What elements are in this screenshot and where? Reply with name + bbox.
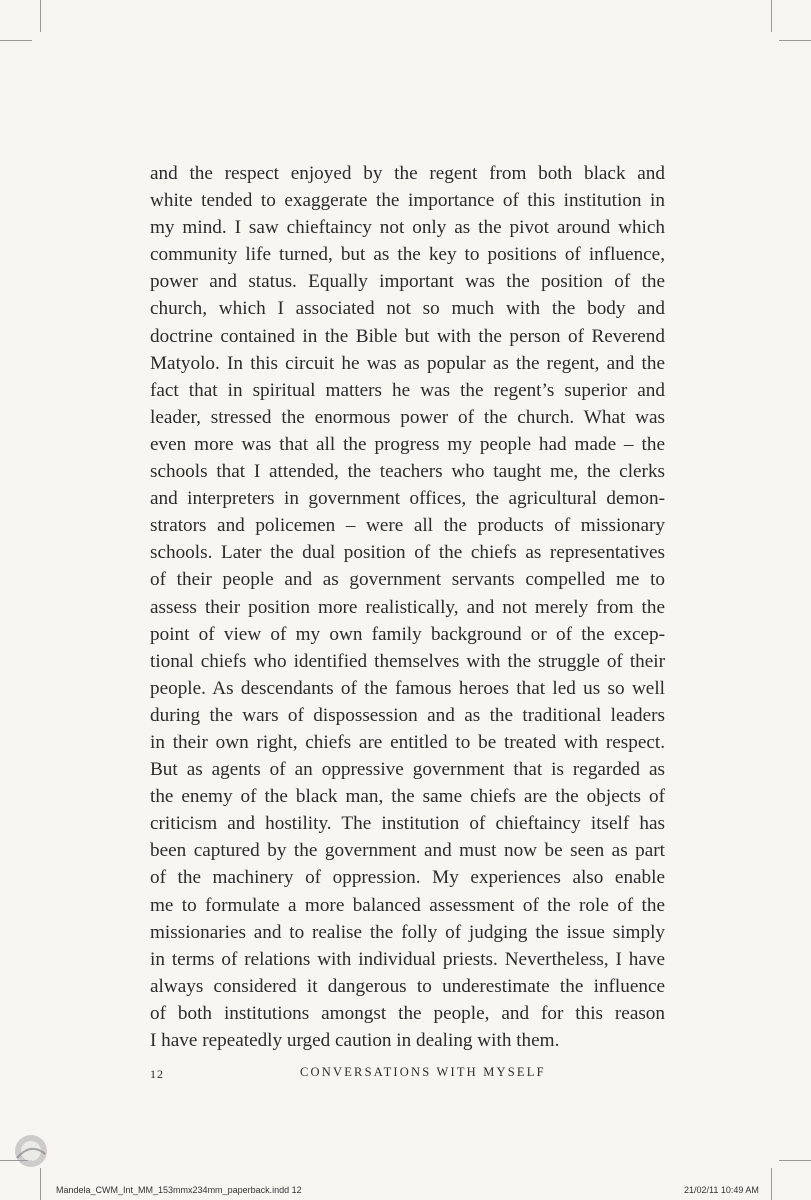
- text-line: and interpreters in government offices, the agricultural demon-: [150, 488, 665, 510]
- slug-datetime: 21/02/11 10:49 AM: [684, 1185, 759, 1195]
- text-line: criticism and hostility. The institution of chieftaincy itself has: [150, 813, 665, 835]
- text-line: my mind. I saw chieftaincy not only as the pivot around which: [150, 217, 665, 239]
- text-line: doctrine contained in the Bible but with the person of Reverend: [150, 325, 665, 347]
- text-line: been captured by the government and must now be seen as part: [150, 840, 665, 862]
- text-line: of the machinery of oppression. My experiences also enable: [150, 867, 665, 889]
- text-line: leader, stressed the enormous power of the church. What was: [150, 406, 665, 428]
- crop-mark-bottom-right-v: [771, 1168, 772, 1200]
- text-line: of both institutions amongst the people, and for this reason: [150, 1002, 665, 1024]
- crop-mark-bottom-left-v: [40, 1168, 41, 1200]
- text-line: point of view of my own family background or of the excep-: [150, 623, 665, 645]
- text-line: people. As descendants of the famous heroes that led us so well: [150, 677, 665, 699]
- crop-mark-top-left: [0, 40, 32, 41]
- crop-mark-top-right: [779, 40, 811, 41]
- text-line: Matyolo. In this circuit he was as popular as the regent, and the: [150, 352, 665, 374]
- crop-mark-bottom-right: [779, 1160, 811, 1161]
- running-head: CONVERSATIONS WITH MYSELF: [300, 1065, 546, 1079]
- text-line: schools that I attended, the teachers who taught me, the clerks: [150, 461, 665, 483]
- text-line: in terms of relations with individual priests. Nevertheless, I have: [150, 948, 665, 970]
- text-line: schools. Later the dual position of the chiefs as representatives: [150, 542, 665, 564]
- text-line: and the respect enjoyed by the regent from both black and: [150, 163, 665, 184]
- text-line: the enemy of the black man, the same chiefs are the objects of: [150, 786, 665, 808]
- text-line: fact that in spiritual matters he was the regent’s superior and: [150, 379, 665, 401]
- text-line: strators and policemen – were all the products of missionary: [150, 515, 665, 537]
- text-line: white tended to exaggerate the importance of this institution in: [150, 190, 665, 212]
- body-paragraph: [150, 160, 665, 1054]
- text-line: tional chiefs who identified themselves with the struggle of their: [150, 650, 665, 672]
- text-line: during the wars of dispossession and as the traditional leaders: [150, 704, 665, 726]
- text-line: church, which I associated not so much with the body and: [150, 298, 665, 320]
- text-line: missionaries and to realise the folly of judging the issue simply: [150, 921, 665, 943]
- text-line: of their people and as government servants compelled me to: [150, 569, 665, 591]
- text-line: me to formulate a more balanced assessment of the role of the: [150, 894, 665, 916]
- text-line: But as agents of an oppressive government that is regarded as: [150, 759, 665, 781]
- text-line: even more was that all the progress my people had made – the: [150, 433, 665, 455]
- text-line: community life turned, but as the key to positions of influence,: [150, 244, 665, 266]
- bol-logo-icon: [12, 1132, 50, 1170]
- text-line: in their own right, chiefs are entitled to be treated with respect.: [150, 731, 665, 753]
- page-number: 12: [150, 1067, 164, 1081]
- slug-file-name: Mandela_CWM_Int_MM_153mmx234mm_paperback.indd 12: [56, 1185, 302, 1195]
- crop-mark-top-left-v: [40, 0, 41, 32]
- text-line: power and status. Equally important was the position of the: [150, 271, 665, 293]
- text-line: I have repeatedly urged caution in dealing with them.: [150, 1030, 560, 1051]
- text-line: assess their position more realistically, and not merely from the: [150, 596, 665, 618]
- crop-mark-top-right-v: [771, 0, 772, 32]
- text-line: always considered it dangerous to underestimate the influence: [150, 975, 665, 997]
